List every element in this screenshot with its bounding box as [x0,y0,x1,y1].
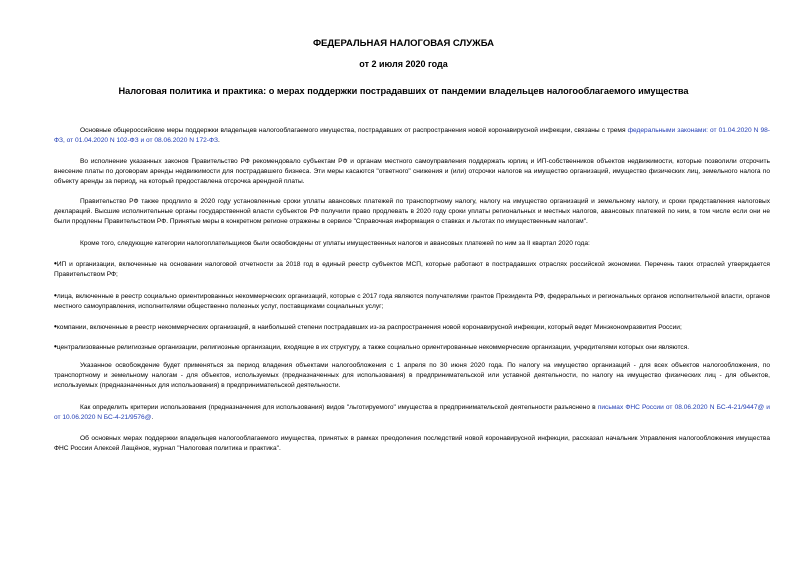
fns-letters-link[interactable]: письмах ФНС России от 08.06.2020 N БС-4-21/9447@ и от 10.06.2020 N БС-4-21/9576@ [54,404,770,422]
paragraph-7: Об основных мерах поддержки владельцев налогооблагаемого имущества, принятых в рамках преодоления последствий новой коронавирусной инфекции, рассказал начальник Управления налогообложения имущества ФНС России Алексей Лащёнов, журнал "Налоговая политика и практика". [54,435,770,453]
federal-laws-link[interactable]: федеральными законами: от 01.04.2020 N 98-ФЗ, от 01.04.2020 N 102-ФЗ и от 08.06.2020 N 172-ФЗ [54,127,771,145]
bullet-item-1: •ИП и организации, включенные на основании налоговой отчетности за 2018 год в единый реестр субъектов МСП, которые работают в пострадавших отраслях российской экономики. Перечень таких отраслей утверждается Правительством РФ; [54,259,770,279]
document-title: Налоговая политика и практика: о мерах поддержки пострадавших от пандемии владельцев налогооблагаемого имущества [118,86,689,96]
agency-heading: ФЕДЕРАЛЬНАЯ НАЛОГОВАЯ СЛУЖБА [312,38,495,49]
paragraph-3: Правительство РФ также продлило в 2020 году установленные сроки уплаты авансовых платежей по транспортному налогу, налогу на имущество организаций и земельному налогу, и сроки представления налоговых деклараций. Высшие исполнительные органы государственной власти субъектов РФ получили право продлевать в 2020 году сроки уплаты региональных и местных налогов, авансовых платежей по ним, в том числе если они не были продлены Правительством РФ. Принятые меры в конкретном регионе отражены в сервисе "Справочная информация о ставках и льготах по имущественным налогам". [54,198,770,226]
paragraph-5: Указанное освобождение будет применяться за период владения объектами налогообложения с 1 апреля по 30 июня 2020 года. По налогу на имущество организаций - для всех объектов налогообложения, по транспортному и земельному налогам - для объектов, используемых (предназначенных для использования) в предпринимательской или уставной деятельности, по налогу на имущество физических лиц - для объектов, используемых (предназначенных для использования) в предпринимательской деятельности. [54,362,770,390]
bullet-icon: • [54,291,57,300]
paragraph-6: Как определить критерии использования (предназначения для использования) видов "льготируемого" имущества в предпринимательской деятельности разъяснено в письмах ФНС России от 08.06.2020 N БС-4-21/9447@ и от 10.06.2020 N БС-4-21/9576@. [54,404,770,422]
document-date: от 2 июля 2020 года [359,59,448,69]
bullet-item-2: •лица, включенные в реестр социально ориентированных некоммерческих организаций, которые с 2017 года являются получателями грантов Президента РФ, федеральных и региональных органов исполнительной власти, органов местного самоуправления, исполнителями общественно полезных услуг, поставщиками социальных услуг; [54,291,770,311]
bullet-item-3: •компании, включенные в реестр некоммерческих организаций, в наибольшей степени пострадавших из-за распространения новой коронавирусной инфекции, который ведет Минэкономразвития России; [54,322,682,331]
bullet-icon: • [54,342,57,351]
paragraph-1: Основные общероссийские меры поддержки владельцев налогооблагаемого имущества, пострадавших от распространения новой коронавирусной инфекции, связаны с тремя федеральными законами: от 01.04.2020 N 98-ФЗ, от 01.04.2020 N 102-ФЗ и от 08.06.2020 N 172-ФЗ. [54,127,771,145]
bullet-icon: • [54,322,57,331]
bullet-icon: • [54,259,57,268]
paragraph-2: Во исполнение указанных законов Правительство РФ рекомендовало субъектам РФ и органам местного самоуправления поддержать юрлиц и ИП-собственников объектов недвижимости, которые позволили отсрочить внесение платы по договорам аренды недвижимости для пострадавшего бизнеса. Эти меры касаются "ответного" снижения и (или) отсрочки налогов на имущество организаций, имущество физических лиц, земельного налога по объекту аренды за период, на который предоставлена отсрочка арендной платы. [54,158,770,186]
paragraph-4: Кроме того, следующие категории налогоплательщиков были освобождены от уплаты имущественных налогов и авансовых платежей по ним за II квартал 2020 года: [80,240,590,247]
bullet-item-4: •централизованные религиозные организации, религиозные организации, входящие в их структуру, а также социально ориентированные некоммерческие организации, учредителями которых они являются. [54,342,690,351]
